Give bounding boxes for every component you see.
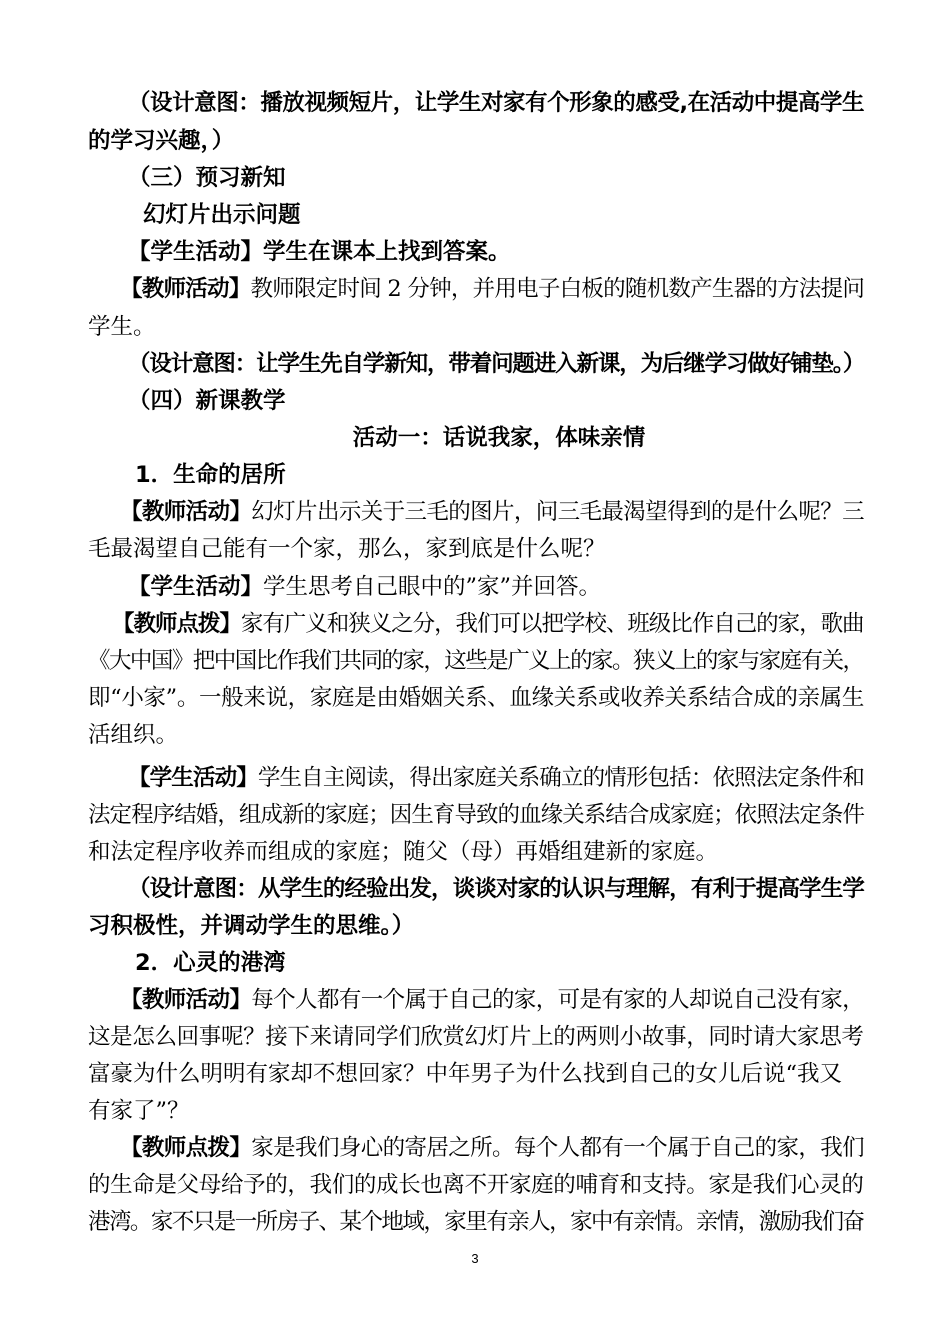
bold-text-run: （设计意图：让学生先自学新知，带着问题进入新课，为后继学习做好铺垫。） [128,351,865,377]
text-run: 富豪为什么明明有家却不想回家？中年男子为什么找到自己的女儿后说“我又 [88,1061,843,1087]
text-run: 的生命是父母给予的，我们的成长也离不开家庭的哺育和支持。家是我们心灵的 [88,1172,864,1198]
line-28 [88,1096,190,1126]
bold-text-run: 【教师活动】 [120,987,252,1013]
bold-text-run: 【学生活动】学生在课本上找到答案。 [128,239,511,265]
bold-text-run: 【教师点拨】 [120,1135,252,1161]
text-run: 家是我们身心的寄居之所。每个人都有一个属于自己的家，我们 [251,1135,865,1161]
line-12 [120,497,864,527]
line-2 [88,126,234,156]
text-run: 每个人都有一个属于自己的家，可是有家的人却说自己没有家， [251,987,865,1013]
bold-text-run: 活动一：话说我家，体味亲情 [352,425,646,451]
bold-text-run: 2．心灵的港湾 [135,950,286,976]
line-7 [88,312,156,342]
activity-title [0,423,950,453]
line-8 [128,349,864,379]
line-5 [128,237,511,267]
line-31 [88,1207,864,1237]
bold-text-run: （设计意图：播放视频短片，让学生对家有个形象的感受,在活动中提高学生 [128,90,865,116]
text-run: 教师限定时间 2 分钟，并用电子白板的随机数产生器的方法提问 [250,276,865,302]
line-23 [88,911,414,941]
text-run: 活组织。 [88,722,179,748]
bold-text-run: 【教师点拨】 [112,611,241,637]
line-16 [88,646,864,676]
text-run: 港湾。家不只是一所房子、某个地域，家里有亲人，家中有亲情。亲情，激励我们奋 [88,1209,864,1235]
bold-text-run: 【教师活动】 [120,499,252,525]
text-run: 毛最渴望自己能有一个家，那么，家到底是什么呢？ [88,536,606,562]
bold-text-run: 幻灯片出示问题 [143,202,301,228]
text-run: 幻灯片出示关于三毛的图片，问三毛最渴望得到的是什么呢？三 [251,499,865,525]
line-19 [128,763,864,793]
text-run: 学生。 [88,314,156,340]
text-run: 有家了”？ [88,1098,190,1124]
text-run: 《大中国》把中国比作我们共同的家，这些是广义上的家。狭义上的家与家庭有关， [88,648,864,674]
line-18 [88,720,178,750]
text-run: 和法定程序收养而组成的家庭；随父（母）再婚组建新的家庭。 [88,839,719,865]
line-26 [88,1022,864,1052]
line-17 [88,683,864,713]
subheading-1 [135,460,286,490]
bold-text-run: 【教师活动】 [120,276,251,302]
section-heading-preview [128,163,286,193]
bold-text-run: 【学生活动】 [128,574,264,600]
line-15 [112,609,864,639]
line-22 [128,874,864,904]
page-number: 3 [471,1251,479,1266]
text-run: 家有广义和狭义之分，我们可以把学校、班级比作自己的家，歌曲 [240,611,864,637]
line-27 [88,1059,842,1089]
line-21 [88,837,718,867]
bold-text-run: 1．生命的居所 [135,462,286,488]
line-25 [120,985,864,1015]
text-run: 这是怎么回事呢？接下来请同学们欣赏幻灯片上的两则小故事，同时请大家思考 [88,1024,864,1050]
bold-text-run: （设计意图：从学生的经验出发，谈谈对家的认识与理解，有利于提高学生学 [128,876,865,902]
line-13 [88,534,606,564]
text-run: 法定程序结婚，组成新的家庭；因生育导致的血缘关系结合成家庭；依照法定条件 [88,802,865,828]
line-29 [120,1133,864,1163]
line-30 [88,1170,864,1200]
subheading-2 [135,948,286,978]
line-1 [128,88,864,118]
bold-text-run: 的学习兴趣，） [88,128,235,154]
text-run: 学生思考自己眼中的”家”并回答。 [263,574,602,600]
line-4 [143,200,301,230]
text-run: 即“小家”。一般来说，家庭是由婚姻关系、血缘关系或收养关系结合成的亲属生 [88,685,865,711]
bold-text-run: （三）预习新知 [128,165,286,191]
line-14 [128,572,601,602]
bold-text-run: （四）新课教学 [128,388,286,414]
line-20 [88,800,864,830]
line-6 [120,274,864,304]
text-run: 学生自主阅读，得出家庭关系确立的情形包括：依照法定条件和 [257,765,865,791]
section-heading-new-lesson [128,386,286,416]
bold-text-run: 【学生活动】 [128,765,258,791]
bold-text-run: 习积极性，并调动学生的思维。） [88,913,415,939]
